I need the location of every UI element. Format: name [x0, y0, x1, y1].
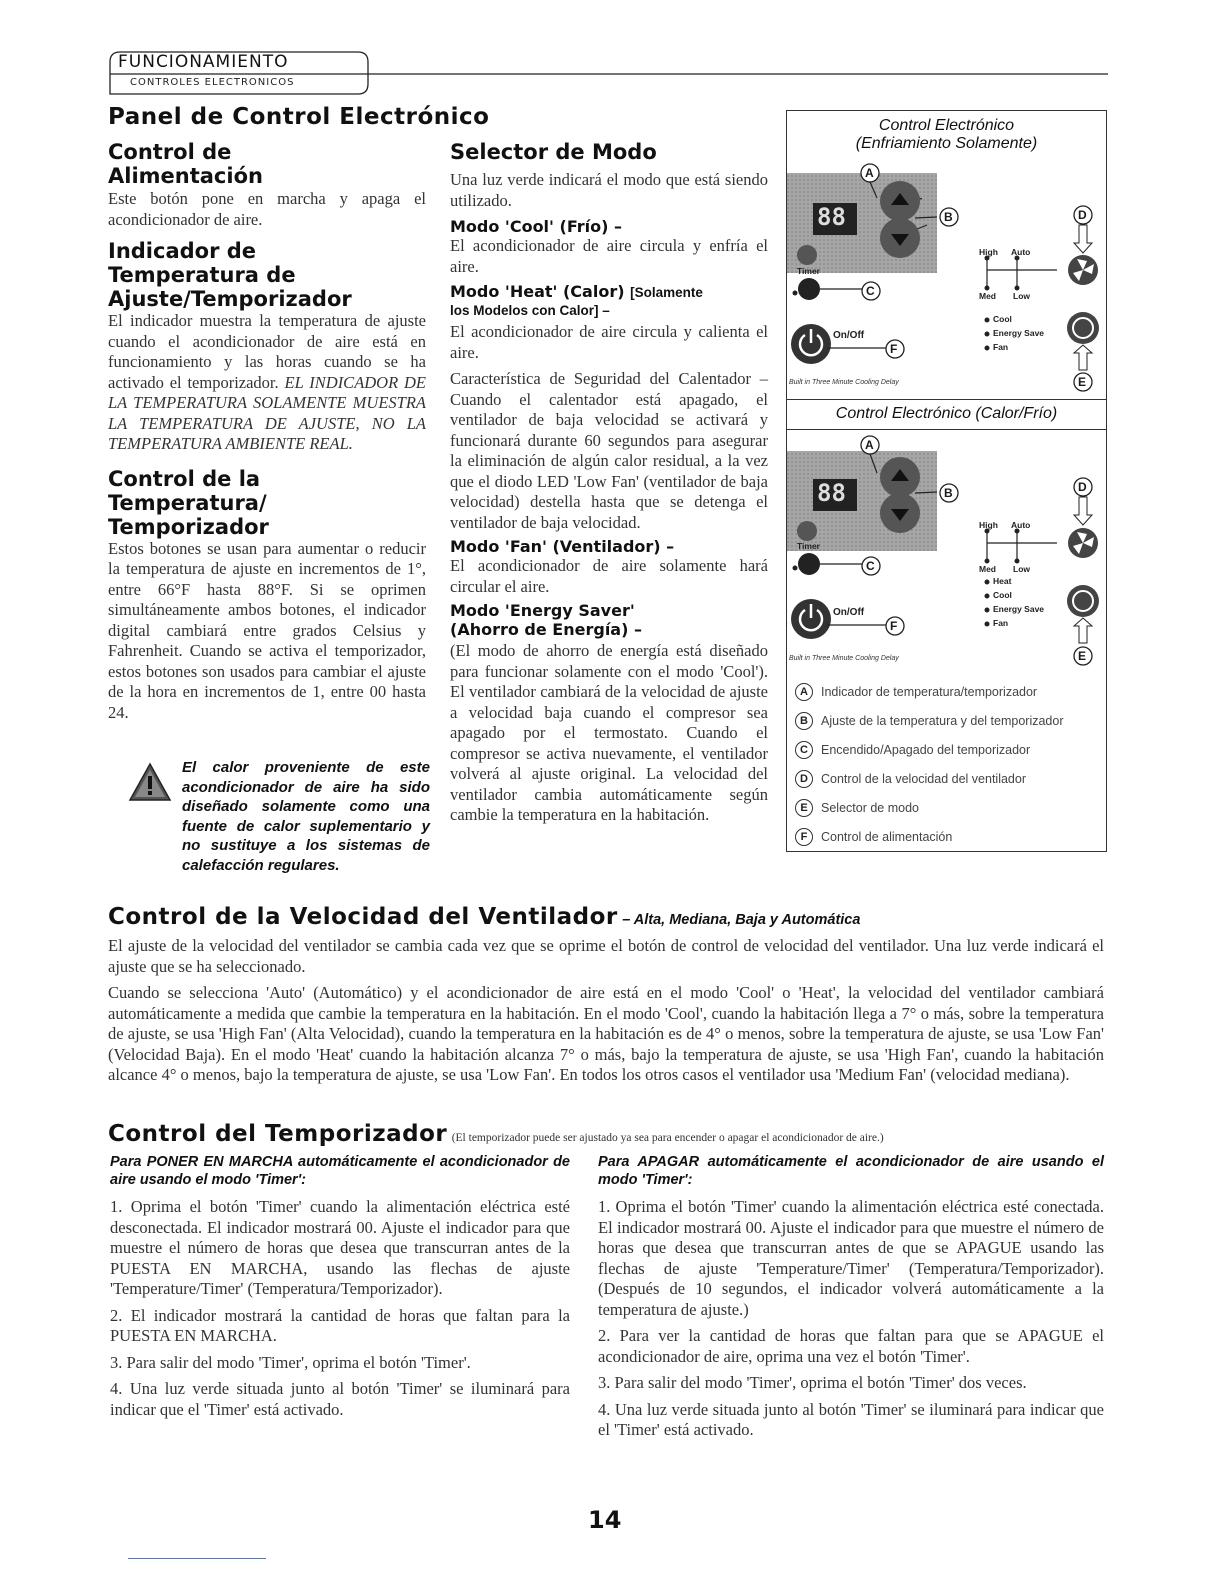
panel2-onoff-label: On/Off: [833, 607, 865, 618]
panel1-delay-note: Built in Three Minute Cooling Delay: [789, 379, 899, 386]
control-panel-figure: [786, 110, 1107, 852]
timer-on-step: 3. Para salir del modo 'Timer', oprima el botón 'Timer'.: [110, 1352, 471, 1372]
panel1-auto-label: Auto: [1011, 247, 1031, 257]
panel1-label-d: D: [1078, 208, 1087, 222]
panel2-label-c: C: [866, 559, 875, 573]
temp-heading-line1: Control de la: [108, 466, 261, 491]
panel2-high-label: High: [979, 520, 998, 530]
timer-off-step: 1. Oprima el botón 'Timer' cuando la alimentación eléctrica esté conectada. El indicador mostrará 00. Ajuste el indicador para que muestre el número de horas que desea que transcurran antes de que se APAGUE usando las flechas de ajuste 'Temperature/Timer' (Temperatura/Temporizador). (Después de 10 segundos, el indicador volverá automáticamente a la temperatura de ajuste.): [598, 1197, 1104, 1319]
panel2-auto-label: Auto: [1011, 520, 1031, 530]
indicator-text: [108, 311, 426, 455]
warning-text: El calor proveniente de este acondicionador de aire ha sido diseñado solamente como una fuente de calor suplementario y no sustituye a los sistemas de calefacción regulares.: [182, 759, 430, 874]
legend-item-c: [795, 735, 1100, 764]
page-number: 14: [588, 1506, 622, 1534]
panel1-med-label: Med: [979, 291, 996, 301]
timer-off-step: 3. Para salir del modo 'Timer', oprima el botón 'Timer' dos veces.: [598, 1373, 1027, 1392]
panel1-energy-label: Energy Save: [993, 328, 1045, 338]
warning-icon: [128, 762, 172, 802]
cool-heading: Modo 'Cool' (Frío) –: [450, 217, 622, 236]
panel2-label-f: F: [890, 619, 898, 633]
panel2-caption: Control Electrónico (Calor/Frío): [835, 405, 1058, 422]
timer-title: Control del Temporizador: [108, 1121, 448, 1147]
panel1-high-label: High: [979, 247, 998, 257]
page-title: Panel de Control Electrónico: [108, 104, 490, 130]
heat-heading-main: Modo 'Heat' (Calor): [450, 282, 625, 301]
cool-text: El acondicionador de aire circula y enfría el aire.: [450, 236, 768, 276]
timer-on-steps: [110, 1197, 570, 1420]
panel1-label-f: F: [890, 342, 898, 356]
legend-letter: D: [795, 770, 813, 788]
fan-speed-heading: [108, 904, 1104, 930]
heat-heading-note1: [Solamente: [630, 285, 703, 300]
power-text: Este botón pone en marcha y apaga el acondicionador de aire.: [108, 189, 426, 229]
legend-item-d: [795, 764, 1100, 793]
legend-item-f: [795, 822, 1100, 851]
section-header: [108, 48, 1108, 96]
fan-text: El acondicionador de aire solamente hará circular el aire.: [450, 556, 768, 596]
panel-divider: [787, 399, 1106, 400]
panel1-cool-label: Cool: [993, 314, 1012, 324]
panel1-display: 88: [817, 203, 846, 231]
panel1-label-e: E: [1078, 375, 1087, 389]
temp-heading-line2: Temperatura/: [108, 490, 267, 515]
timer-on-step: 1. Oprima el botón 'Timer' cuando la alimentación eléctrica esté desconectada. El indicador mostrará 00. Ajuste el indicador para que muestre el número de horas que desea que transcurran antes de la PUESTA EN MARCHA, usando las flechas de ajuste 'Temperature/Timer' (Temperatura/Temporizador).: [110, 1197, 570, 1298]
energy-heading-line2: (Ahorro de Energía) –: [450, 620, 642, 639]
heat-heading: [450, 282, 768, 302]
panel2-label-d: D: [1078, 480, 1087, 494]
panel2-delay-note: Built in Three Minute Cooling Delay: [789, 655, 899, 662]
panel2-display: 88: [817, 479, 846, 507]
panel1-graphics: [787, 163, 1106, 398]
panel1-label-a: A: [865, 166, 874, 180]
temp-heading-line3: Temporizador: [108, 514, 269, 539]
heat-text: El acondicionador de aire circula y calienta el aire.: [450, 322, 768, 362]
indicator-heading-line2: Temperatura de: [108, 263, 296, 287]
legend-text: Control de alimentación: [821, 829, 953, 844]
panel1-low-label: Low: [1013, 291, 1030, 301]
legend-text: Indicador de temperatura/temporizador: [821, 684, 1038, 699]
legend-letter: E: [795, 799, 813, 817]
panel1-timer-label: Timer: [797, 266, 820, 276]
indicator-text-italic: EL INDICADOR DE LA TEMPERATURA SOLAMENTE MUESTRA LA TEMPERATURA DE AJUSTE, NO LA TEMPERATURA AMBIENTE REAL.: [108, 372, 427, 453]
timer-off-steps: [598, 1197, 1104, 1441]
legend-letter: C: [795, 741, 813, 759]
timer-off-column: [598, 1153, 1104, 1447]
fan-speed-section: [108, 904, 1104, 1086]
fan-heading: Modo 'Fan' (Ventilador) –: [450, 537, 675, 556]
column-left: [108, 140, 426, 723]
footer-rule: [128, 1558, 266, 1559]
column-middle: [450, 140, 768, 826]
panel2-drawing: [787, 433, 1106, 669]
panel2-low-label: Low: [1013, 564, 1030, 574]
panel2-graphics: [787, 433, 1106, 669]
timer-off-step: 4. Una luz verde situada junto al botón 'Timer' se iluminará para indicar que el 'Timer' está activado.: [598, 1399, 1104, 1439]
timer-note: (El temporizador puede ser ajustado ya sea para encender o apagar el acondicionador de aire.): [451, 1132, 884, 1144]
panel1-fan-label: Fan: [993, 342, 1009, 352]
power-heading-line2: Alimentación: [108, 164, 263, 188]
panel2-label-e: E: [1078, 649, 1087, 663]
legend-text: Ajuste de la temperatura y del temporizador: [821, 713, 1064, 728]
panel2-label-b: B: [944, 486, 953, 500]
panel2-timer-label: Timer: [797, 541, 820, 551]
panel2-caption-rule: [787, 429, 1106, 430]
indicator-heading-line1: Indicador de: [108, 239, 257, 263]
legend-text: Control de la velocidad del ventilador: [821, 771, 1026, 786]
panel2-cool-label: Cool: [993, 590, 1012, 600]
mode-heading: Selector de Modo: [450, 140, 657, 164]
panel-legend: [795, 677, 1100, 851]
legend-item-b: [795, 706, 1100, 735]
panel1-caption-line2: (Enfriamiento Solamente): [855, 135, 1038, 152]
legend-item-a: [795, 677, 1100, 706]
fan-speed-title: Control de la Velocidad del Ventilador: [108, 904, 618, 930]
legend-text: Selector de modo: [821, 800, 919, 815]
temp-text: Estos botones se usan para aumentar o reducir la temperatura de ajuste en incrementos de 1°, entre 66°F hasta 88°F. Si se oprimen simultáneamente ambos botones, el indicador digital cambiará entre grados Celsius y Fahrenheit. Cuando se activa el temporizador, estos botones son usados para cambiar el ajuste de la hora en incrementos de 1, entre 00 hasta 24.: [108, 538, 426, 722]
energy-text: (El modo de ahorro de energía está diseñado para funcionar solamente con el modo 'Cool'). El ventilador cambiará de la velocidad de ajuste a velocidad baja cuando el compresor sea apagado por el termostato. Cuando el compresor se activa nuevamente, el ventilador volverá al ajuste original. La velocidad del ventilador cambia automáticamente según cambie la temperatura en la habitación.: [450, 641, 768, 824]
fan-speed-p2: Cuando se selecciona 'Auto' (Automático) y el acondicionador de aire está en el modo 'Cool' o 'Heat', la velocidad del ventilador cambiará automáticamente a medida que cambie la temperatura en la habitación. En el modo 'Cool', cuando la habitación llega a 7° o más, sobre la temperatura de ajuste, se usa 'High Fan' (Alta Velocidad), cuando la temperatura en la habitación es de 4° o menos, sobre la temperatura de ajuste, se usa 'Low Fan' (Velocidad Baja). En el modo 'Heat' cuando la habitación alcanza 7° o más, bajo la temperatura de ajuste, se usa 'High Fan', cuando la habitación alcance 4° o menos, bajo la temperatura de ajuste, se usa 'Low Fan'. En todos los otros casos el ventilador usa 'Medium Fan' (velocidad mediana).: [108, 983, 1104, 1084]
panel1-drawing: [787, 163, 1106, 398]
panel2-heat-label: Heat: [993, 576, 1012, 586]
panel2-med-label: Med: [979, 564, 996, 574]
panel2-energy-label: Energy Save: [993, 604, 1045, 614]
fan-speed-subtitle: – Alta, Mediana, Baja y Automática: [622, 912, 861, 928]
heater-safety-text: Característica de Seguridad del Calentador – Cuando el calentador está apagado, el ventilador de baja velocidad se activará y funcionará durante 60 segundos para asegurar la eliminación de algún calor residual, a la vez que el diodo LED 'Low Fan' (ventilador de baja velocidad) destella hasta que se detenga el ventilador de baja velocidad.: [450, 369, 768, 532]
fan-speed-p1: El ajuste de la velocidad del ventilador se cambia cada vez que se oprime el botón de control de velocidad del ventilador. Una luz verde indicará el ajuste que se ha seleccionado.: [108, 936, 1104, 976]
panel1-caption-line1: Control Electrónico: [878, 117, 1015, 134]
timer-on-step: 2. El indicador mostrará la cantidad de horas que faltan para la PUESTA EN MARCHA.: [110, 1305, 570, 1345]
timer-section-heading: [108, 1121, 1104, 1147]
timer-off-step: 2. Para ver la cantidad de horas que faltan para que se APAGUE el acondicionador de aire, oprima una vez el botón 'Timer'.: [598, 1326, 1104, 1366]
legend-letter: A: [795, 683, 813, 701]
legend-text: Encendido/Apagado del temporizador: [821, 742, 1031, 757]
panel2-label-a: A: [865, 438, 874, 452]
legend-letter: B: [795, 712, 813, 730]
mode-text: Una luz verde indicará el modo que está siendo utilizado.: [450, 170, 768, 210]
timer-off-heading: Para APAGAR automáticamente el acondicionador de aire usando el modo 'Timer':: [598, 1154, 1104, 1188]
energy-heading-line1: Modo 'Energy Saver': [450, 601, 635, 620]
legend-letter: F: [795, 828, 813, 846]
panel2-fan-label: Fan: [993, 618, 1009, 628]
heat-heading-note2: los Modelos con Calor] –: [450, 303, 610, 318]
panel1-onoff-label: On/Off: [833, 330, 865, 341]
indicator-text-main: El indicador muestra la temperatura de ajuste cuando el acondicionador de aire está en funcionamiento y las horas cuando se ha activado el temporizador.: [108, 311, 426, 392]
timer-on-column: [110, 1153, 570, 1426]
timer-on-heading: Para PONER EN MARCHA automáticamente el acondicionador de aire usando el modo 'Timer':: [110, 1154, 570, 1188]
indicator-heading-line3: Ajuste/Temporizador: [108, 287, 352, 311]
timer-on-step: 4. Una luz verde situada junto al botón 'Timer' se iluminará para indicar que el 'Timer' está activado.: [110, 1379, 570, 1419]
section-title: FUNCIONAMIENTO: [118, 52, 289, 72]
legend-item-e: [795, 793, 1100, 822]
panel1-label-c: C: [866, 284, 875, 298]
section-subtitle: CONTROLES ELECTRONICOS: [130, 77, 295, 88]
power-heading-line1: Control de: [108, 140, 232, 164]
panel1-label-b: B: [944, 210, 953, 224]
